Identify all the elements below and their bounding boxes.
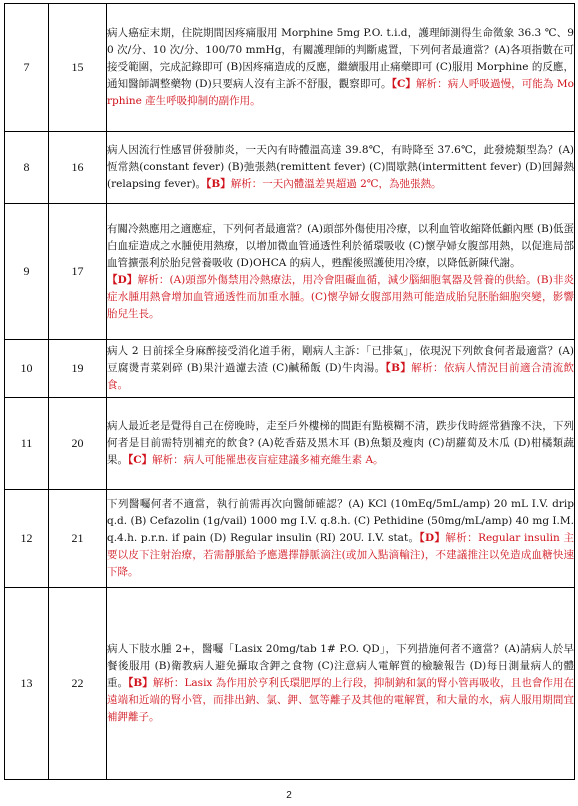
question-cell (107, 340, 575, 398)
answer-explanation: 解析：Lasix 為作用於亨利氏環肥厚的上行段，抑制鈉和氯的腎小管再吸收，且也會作用在遠端和近端的腎小管，而排出鈉、氯、鉀、氫等離子及其他的電解質，和大量的水，病人服用期間宜補鉀離子。 (107, 677, 574, 723)
question-table (4, 3, 575, 780)
row-index: 7 (5, 4, 49, 132)
question-text: 病人癌症末期，住院期間因疼痛服用 Morphine 5mg P.O. t.i.d，護理師測得生命徵象 36.3 ℃、90 次/分、10 次/分、100/70 mmHg，有關護理師的判斷處置，下列何者最適當？(A)各項指數在可接受範圍，完成記錄即可 (B)因疼痛造成的反應，繼續服用止痛藥即可 (C)服用 Morphine 的反應，通知醫師調整藥物 (D)只要病人沒有主訴不舒服，觀察即可。 (107, 27, 574, 90)
answer-key: 【B】 (206, 178, 231, 190)
question-cell (107, 132, 575, 204)
question-text: 下列醫囑何者不適當，執行前需再次向醫師確認？(A) KCl (10mEq/5mL/amp) 20 mL I.V. drip q.d. (B) Cefazolin (1g/vail) 1000 mg I.V. q.8.h. (C) Pethidine (50mg/mL/amp) 40 mg I.M. q.4.h. p.r.n. if pain (D) Regular insulin (RI) 20U. I.V. stat。 (107, 498, 574, 544)
question-number: 20 (49, 398, 107, 490)
question-text: 有關冷熱應用之適應症，下列何者最適當？(A)頭部外傷使用冷療，以利血管收縮降低顱內壓 (B)低蛋白血症造成之水腫使用熱療，以增加微血管通透性利於循環吸收 (C)懷孕婦女腹部用熱，以促進局部血管擴張利於胎兒營養吸收 (D)OHCA 的病人，甦醒後照護使用冷療，以降低新陳代謝。 (107, 222, 574, 269)
question-number: 15 (49, 4, 107, 132)
row-index: 9 (5, 204, 49, 340)
answer-explanation: 解析：病人呼吸過慢，可能為 Morphine 產生呼吸抑制的副作用。 (107, 78, 574, 107)
question-number: 22 (49, 588, 107, 780)
table-row (5, 204, 575, 340)
answer-key: 【B】 (128, 677, 153, 689)
question-cell (107, 204, 575, 340)
answer-key: 【D】 (419, 532, 446, 544)
table-row (5, 398, 575, 490)
question-number: 19 (49, 340, 107, 398)
question-cell (107, 4, 575, 132)
question-text: 病人最近老是覺得自己在傍晚時，走至戶外樓梯的間距有點模糊不清，跌步伐時經常猶豫不決，下列何者是目前需特別補充的飲食? (A)乾香菇及黑木耳 (B)魚類及瘦肉 (C)胡蘿蔔及木瓜 (D)柑橘類蔬果。 (107, 420, 574, 466)
question-text: 病人 2 日前採全身麻醉接受消化道手術，剛病人主訴：「已排氣」，依現況下列飲食何者最適當？(A)豆腐燙青菜剁碎 (B)果汁過濾去渣 (C)鹹稀飯 (D)牛肉湯。 (107, 345, 574, 374)
page-number: 2 (286, 790, 292, 801)
question-cell (107, 490, 575, 588)
answer-key: 【C】 (128, 454, 153, 466)
question-cell (107, 398, 575, 490)
answer-explanation: 解析：一天內體溫差異超過 2℃，為弛張熱。 (230, 178, 442, 190)
answer-key: 【C】 (391, 78, 416, 90)
answer-explanation: 解析：Regular insulin 主要以皮下注射治療，若需靜脈給予應選擇靜脈滴注(或加入點滴輸注)，不建議推注以免造成血糖快速下降。 (107, 532, 574, 578)
row-index: 11 (5, 398, 49, 490)
answer-explanation: 解析：依病人情況目前適合清流飲食。 (107, 362, 574, 391)
table-row (5, 132, 575, 204)
answer-key: 【D】 (107, 273, 138, 286)
table-row (5, 490, 575, 588)
question-number: 16 (49, 132, 107, 204)
row-index: 10 (5, 340, 49, 398)
row-index: 13 (5, 588, 49, 780)
table-row (5, 340, 575, 398)
question-text: 病人下肢水腫 2+，醫囑「Lasix 20mg/tab 1# P.O. QD」，下列措施何者不適當？(A)請病人於早餐後服用 (B)衛教病人避免攝取含鉀之食物 (C)注意病人電解質的檢驗報告 (D)每日測量病人的體重。 (107, 643, 574, 689)
question-number: 17 (49, 204, 107, 340)
question-number: 21 (49, 490, 107, 588)
answer-key: 【B】 (385, 362, 412, 374)
question-text: 病人因流行性感冒併發肺炎，一天內有時體溫高達 39.8℃，有時降至 37.6℃，此發燒類型為？(A)恆常熱(constant fever) (B)弛張熱(remittent fever) (C)間歇熱(intermittent fever) (D)回歸熱(relapsing fever)。 (107, 144, 574, 190)
answer-explanation: 解析：病人可能罹患夜盲症建議多補充維生素 A。 (152, 454, 384, 466)
answer-explanation: 解析：(A)頭部外傷禁用冷熱療法，用冷會阻礙血循，減少腦細胞氧器及營養的供給。(B)非炎症水腫用熱會增加血管通透性而加重水腫。(C)懷孕婦女腹部用熱可能造成胎兒胚胎細胞突變，影響胎兒生長。 (107, 273, 575, 320)
row-index: 12 (5, 490, 49, 588)
table-row (5, 4, 575, 132)
table-row (5, 588, 575, 780)
question-cell (107, 588, 575, 780)
row-index: 8 (5, 132, 49, 204)
